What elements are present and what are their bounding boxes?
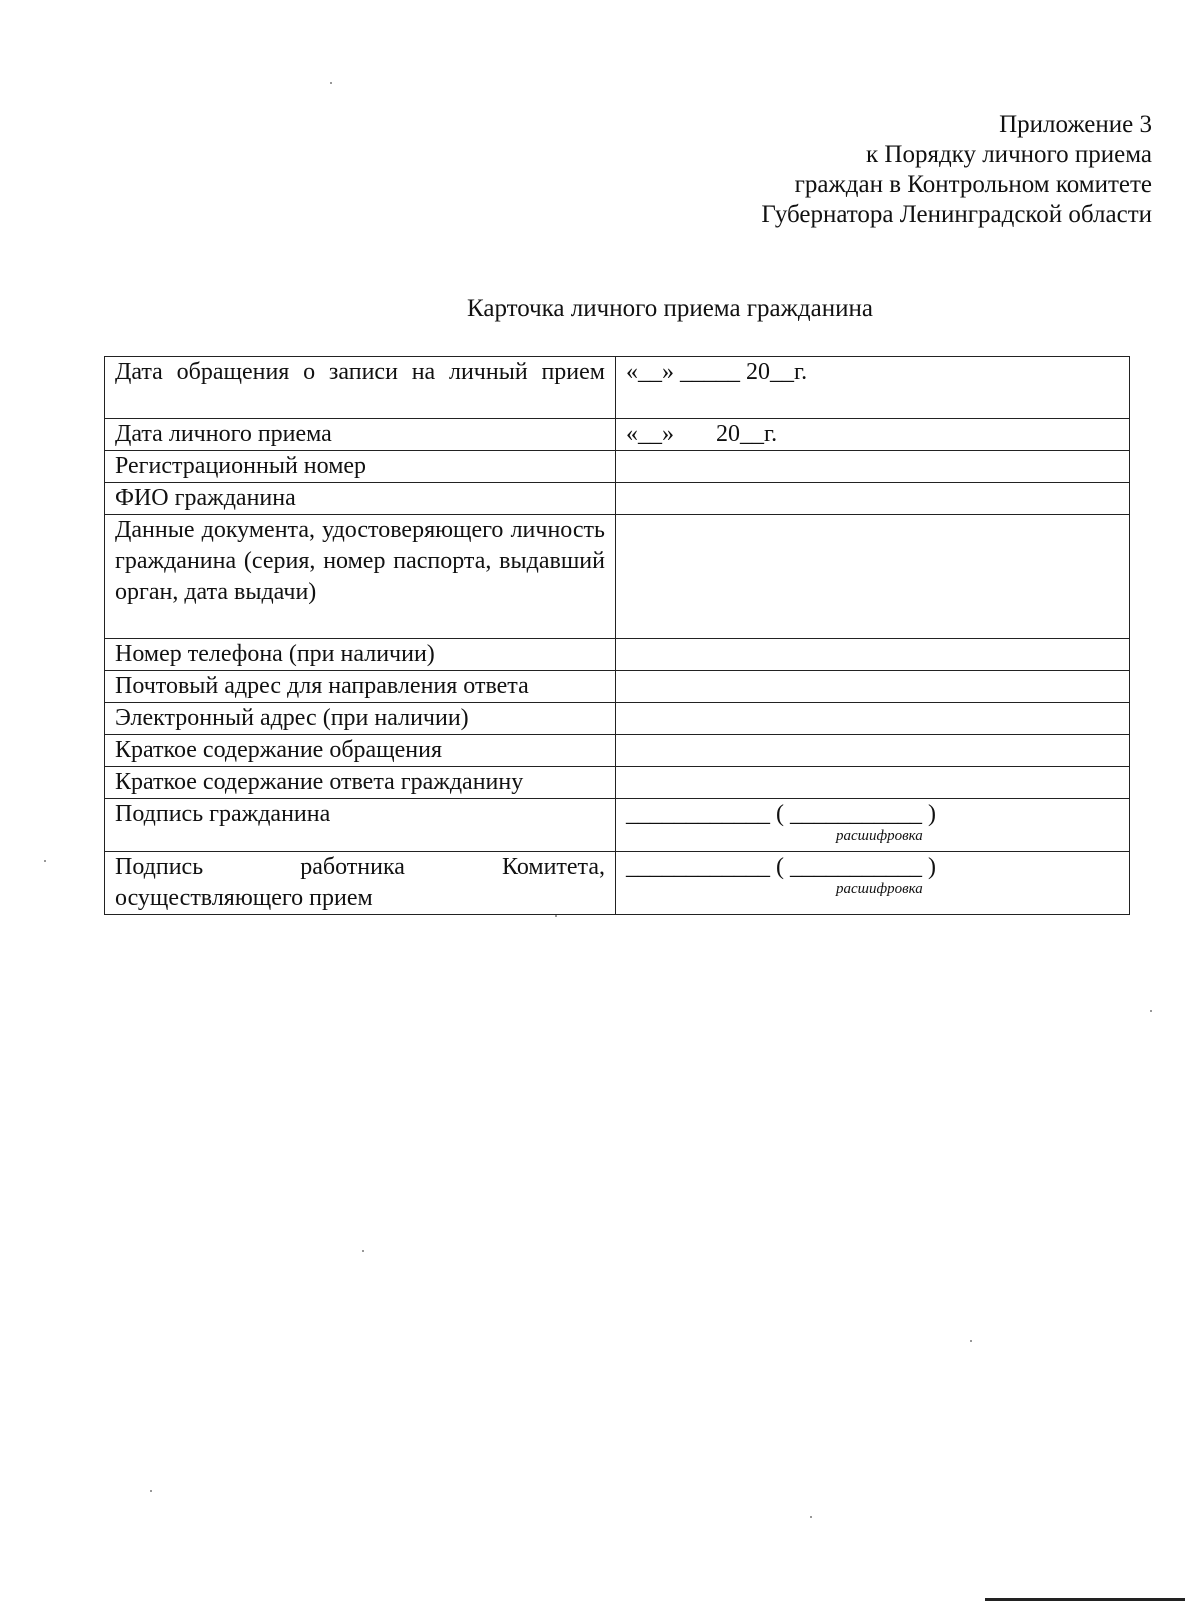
appendix-line-4: Губернатора Ленинградской области (761, 201, 1152, 228)
row-label: Дата личного приема (105, 419, 616, 451)
scan-speck (362, 1250, 364, 1252)
employee-signature-field[interactable] (616, 852, 1130, 915)
citizen-name-field[interactable] (616, 483, 1130, 515)
row-label: Регистрационный номер (105, 451, 616, 483)
identity-document-field[interactable] (616, 515, 1130, 639)
table-row (105, 671, 1130, 703)
appeal-summary-field[interactable] (616, 735, 1130, 767)
table-row (105, 767, 1130, 799)
reception-date: «__» 20__г. (626, 421, 778, 447)
phone-field[interactable] (616, 639, 1130, 671)
table-row (105, 419, 1130, 451)
appendix-line-1: Приложение 3 (999, 111, 1152, 138)
table-row (105, 515, 1130, 639)
signature-transcript-note: расшифровка (836, 881, 923, 897)
table-row (105, 852, 1130, 915)
scan-speck (150, 1490, 152, 1492)
row-label: ФИО гражданина (105, 483, 616, 515)
table-row (105, 735, 1130, 767)
appeal-date: «__» _____ 20__г. (626, 359, 808, 385)
row-label: Подпись работника Комитета, осуществляющего прием (105, 852, 616, 915)
row-label: Данные документа, удостоверяющего личность гражданина (серия, номер паспорта, выдавший орган, дата выдачи) (105, 515, 616, 639)
answer-summary-field[interactable] (616, 767, 1130, 799)
signature-block (626, 852, 1119, 904)
table-row (105, 357, 1130, 419)
signature-line: ____________ ( ___________ ) (626, 854, 936, 880)
signature-line: ____________ ( ___________ ) (626, 801, 936, 827)
scan-speck (810, 1516, 812, 1518)
row-value[interactable] (616, 357, 1130, 419)
scan-speck (1150, 1010, 1152, 1012)
scan-speck (44, 860, 46, 862)
appendix-header (761, 110, 1152, 230)
table-row (105, 703, 1130, 735)
row-label: Краткое содержание ответа гражданину (105, 767, 616, 799)
table-row (105, 639, 1130, 671)
row-label: Номер телефона (при наличии) (105, 639, 616, 671)
scan-speck (330, 82, 332, 84)
row-value[interactable] (616, 419, 1130, 451)
citizen-signature-field[interactable] (616, 799, 1130, 852)
appendix-line-2: к Порядку личного приема (866, 141, 1152, 168)
table-row (105, 451, 1130, 483)
row-label: Краткое содержание обращения (105, 735, 616, 767)
appendix-line-3: граждан в Контрольном комитете (794, 171, 1152, 198)
table-row (105, 483, 1130, 515)
row-label: Подпись гражданина (105, 799, 616, 852)
document-title: Карточка личного приема гражданина (467, 295, 873, 322)
scan-speck (970, 1340, 972, 1342)
signature-transcript-note: расшифровка (836, 828, 923, 844)
email-field[interactable] (616, 703, 1130, 735)
table-row (105, 799, 1130, 852)
row-label: Дата обращения о записи на личный прием (105, 357, 616, 419)
postal-address-field[interactable] (616, 671, 1130, 703)
registration-number-field[interactable] (616, 451, 1130, 483)
row-label: Электронный адрес (при наличии) (105, 703, 616, 735)
scan-speck (555, 915, 557, 917)
scan-edge-line (985, 1598, 1185, 1601)
reception-card-table (104, 356, 1130, 915)
row-label: Почтовый адрес для направления ответа (105, 671, 616, 703)
signature-block (626, 799, 1119, 851)
